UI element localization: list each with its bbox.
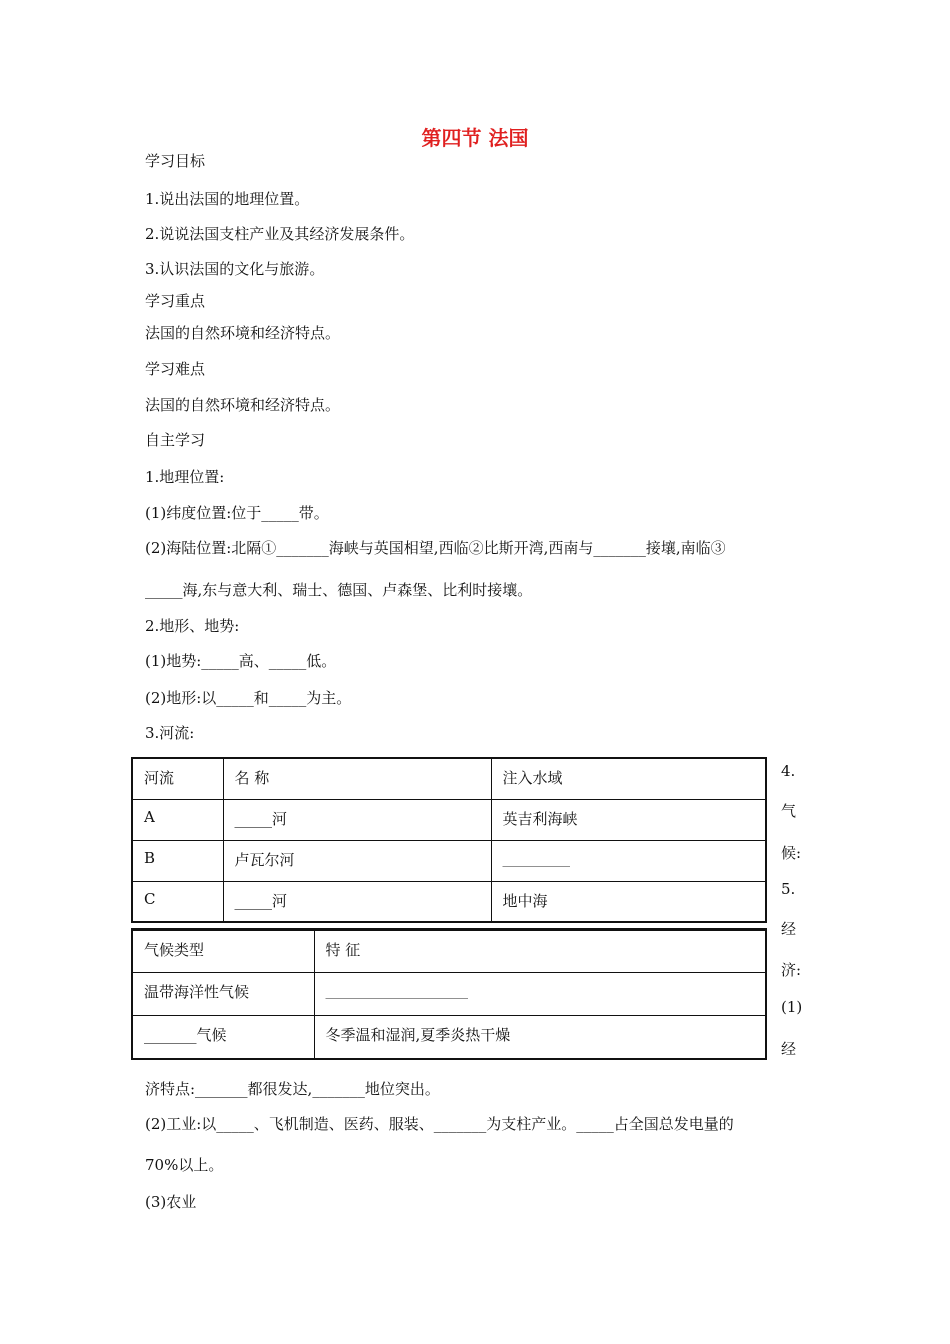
section-heading-key-points: 学习重点	[145, 292, 206, 310]
table-row	[132, 881, 766, 922]
side-text-char: 济:	[781, 961, 802, 979]
key-points-text: 法国的自然环境和经济特点。	[145, 324, 341, 342]
table-cell: _________	[491, 840, 766, 881]
table-cell: _____河	[223, 799, 491, 840]
item-economy-features: 济特点:_______都很发达,_______地位突出。	[145, 1080, 440, 1098]
item-agriculture: (3)农业	[145, 1193, 197, 1211]
section-heading-difficulties: 学习难点	[145, 360, 206, 378]
table-header-cell: 河流	[132, 758, 223, 799]
table-cell: ___________________	[314, 973, 766, 1016]
table-cell: B	[132, 840, 223, 881]
page-title: 第四节 法国	[421, 126, 529, 150]
item-sea-land-1: (2)海陆位置:北隔①_______海峡与英国相望,西临②比斯开湾,西南与_______接壤,南临③	[145, 539, 726, 557]
item-terrain-heading: 2.地形、地势:	[145, 617, 240, 635]
climate-table	[131, 928, 767, 1060]
side-text-char: 5.	[781, 880, 796, 898]
table-header-cell: 名 称	[223, 758, 491, 799]
item-sea-land-2: _____海,东与意大利、瑞士、德国、卢森堡、比利时接壤。	[145, 581, 533, 599]
table-cell: C	[132, 881, 223, 922]
side-text-char: 经	[781, 1040, 797, 1058]
item-rivers-heading: 3.河流:	[145, 724, 195, 742]
table-header-cell: 注入水域	[491, 758, 766, 799]
table-cell: 冬季温和湿润,夏季炎热干燥	[314, 1016, 766, 1059]
river-table	[131, 757, 767, 923]
section-heading-objectives: 学习目标	[145, 152, 206, 170]
side-text-char: (1)	[781, 998, 803, 1016]
table-cell: 地中海	[491, 881, 766, 922]
item-industry-2: 70%以上。	[145, 1156, 224, 1174]
table-row	[132, 973, 766, 1016]
side-text-char: 4.	[781, 762, 796, 780]
table-header-cell: 特 征	[314, 930, 766, 973]
table-cell: _______气候	[132, 1016, 314, 1059]
side-text-char: 候:	[781, 844, 802, 862]
item-landform: (2)地形:以_____和_____为主。	[145, 689, 352, 707]
table-row	[132, 840, 766, 881]
table-cell: 英吉利海峡	[491, 799, 766, 840]
table-cell: _____河	[223, 881, 491, 922]
item-terrain-slope: (1)地势:_____高、_____低。	[145, 652, 337, 670]
table-row	[132, 1016, 766, 1059]
difficulties-text: 法国的自然环境和经济特点。	[145, 396, 341, 414]
table-header-row	[132, 758, 766, 799]
table-row	[132, 799, 766, 840]
item-latitude: (1)纬度位置:位于_____带。	[145, 504, 329, 522]
table-cell: 温带海洋性气候	[132, 973, 314, 1016]
table-header-cell: 气候类型	[132, 930, 314, 973]
side-text-char: 气	[781, 802, 797, 820]
objective-3: 3.认识法国的文化与旅游。	[145, 260, 325, 278]
item-industry-1: (2)工业:以_____、飞机制造、医药、服装、_______为支柱产业。_____占全国总发电量的	[145, 1115, 734, 1133]
objective-2: 2.说说法国支柱产业及其经济发展条件。	[145, 225, 415, 243]
table-cell: 卢瓦尔河	[223, 840, 491, 881]
item-location-heading: 1.地理位置:	[145, 468, 225, 486]
section-heading-self-study: 自主学习	[145, 431, 206, 449]
table-cell: A	[132, 799, 223, 840]
table-header-row	[132, 930, 766, 973]
objective-1: 1.说出法国的地理位置。	[145, 190, 310, 208]
side-text-char: 经	[781, 920, 797, 938]
